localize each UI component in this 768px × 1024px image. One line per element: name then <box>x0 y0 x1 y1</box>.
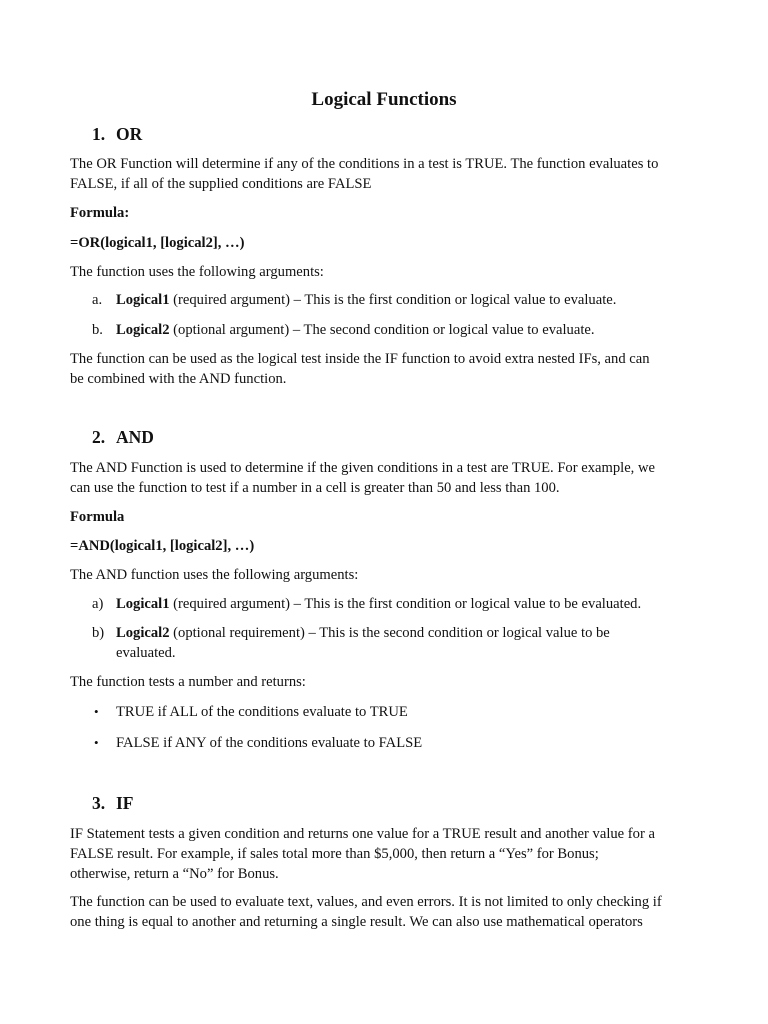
section-heading-or <box>92 123 142 145</box>
and-returns-intro: The function tests a number and returns: <box>70 674 306 690</box>
section-title: AND <box>116 427 154 447</box>
list-marker: b) <box>92 625 105 641</box>
or-note-line-2: be combined with the AND function. <box>70 371 287 387</box>
section-number: 2. <box>92 427 106 447</box>
or-formula-label: Formula: <box>70 205 130 221</box>
or-description-line-2: FALSE, if all of the supplied conditions are FALSE <box>70 176 372 192</box>
arg-desc-continued: evaluated. <box>116 645 176 661</box>
page-title: Logical Functions <box>311 89 457 110</box>
list-marker: a) <box>92 596 104 612</box>
if-description-line-3: otherwise, return a “No” for Bonus. <box>70 866 279 882</box>
bullet-icon: • <box>94 704 99 719</box>
section-number: 1. <box>92 124 106 144</box>
arg-desc: (optional argument) – The second condition or logical value to evaluate. <box>169 322 595 338</box>
section-heading-and <box>92 426 154 448</box>
and-description-line-2: can use the function to test if a number in a cell is greater than 50 and less than 100. <box>70 480 560 496</box>
arg-name: Logical2 <box>116 322 170 338</box>
if-description-line-1: IF Statement tests a given condition and returns one value for a TRUE result and another value for a <box>70 826 655 842</box>
section-number: 3. <box>92 793 106 813</box>
bullet-text: FALSE if ANY of the conditions evaluate to FALSE <box>116 735 423 751</box>
arg-name: Logical1 <box>116 292 170 308</box>
section-heading-if <box>92 792 134 814</box>
list-marker: b. <box>92 322 103 338</box>
and-description-line-1: The AND Function is used to determine if the given conditions in a test are TRUE. For example, we <box>70 460 655 476</box>
and-formula: =AND(logical1, [logical2], …) <box>70 538 255 554</box>
or-note-line-1: The function can be used as the logical test inside the IF function to avoid extra nested IFs, and can <box>70 351 650 367</box>
if-description-line-2: FALSE result. For example, if sales total more than $5,000, then return a “Yes” for Bonus; <box>70 846 599 862</box>
section-title: OR <box>116 124 143 144</box>
section-title: IF <box>116 793 134 813</box>
or-args-intro: The function uses the following arguments: <box>70 264 324 280</box>
and-formula-label: Formula <box>70 509 125 525</box>
arg-name: Logical1 <box>116 596 170 612</box>
or-description-line-1: The OR Function will determine if any of the conditions in a test is TRUE. The function evaluates to <box>70 156 659 172</box>
bullet-text: TRUE if ALL of the conditions evaluate to TRUE <box>116 704 408 720</box>
list-marker: a. <box>92 292 103 308</box>
arg-desc: (required argument) – This is the first condition or logical value to be evaluated. <box>169 596 642 612</box>
if-note-line-2: one thing is equal to another and returning a single result. We can also use mathematical operators <box>70 914 643 930</box>
arg-desc: (required argument) – This is the first condition or logical value to evaluate. <box>169 292 617 308</box>
bullet-icon: • <box>94 735 99 750</box>
arg-name: Logical2 <box>116 625 170 641</box>
and-args-intro: The AND function uses the following arguments: <box>70 567 359 583</box>
or-formula: =OR(logical1, [logical2], …) <box>70 235 245 251</box>
if-note-line-1: The function can be used to evaluate text, values, and even errors. It is not limited to only checking if <box>70 894 662 910</box>
arg-desc: (optional requirement) – This is the second condition or logical value to be <box>169 625 610 641</box>
